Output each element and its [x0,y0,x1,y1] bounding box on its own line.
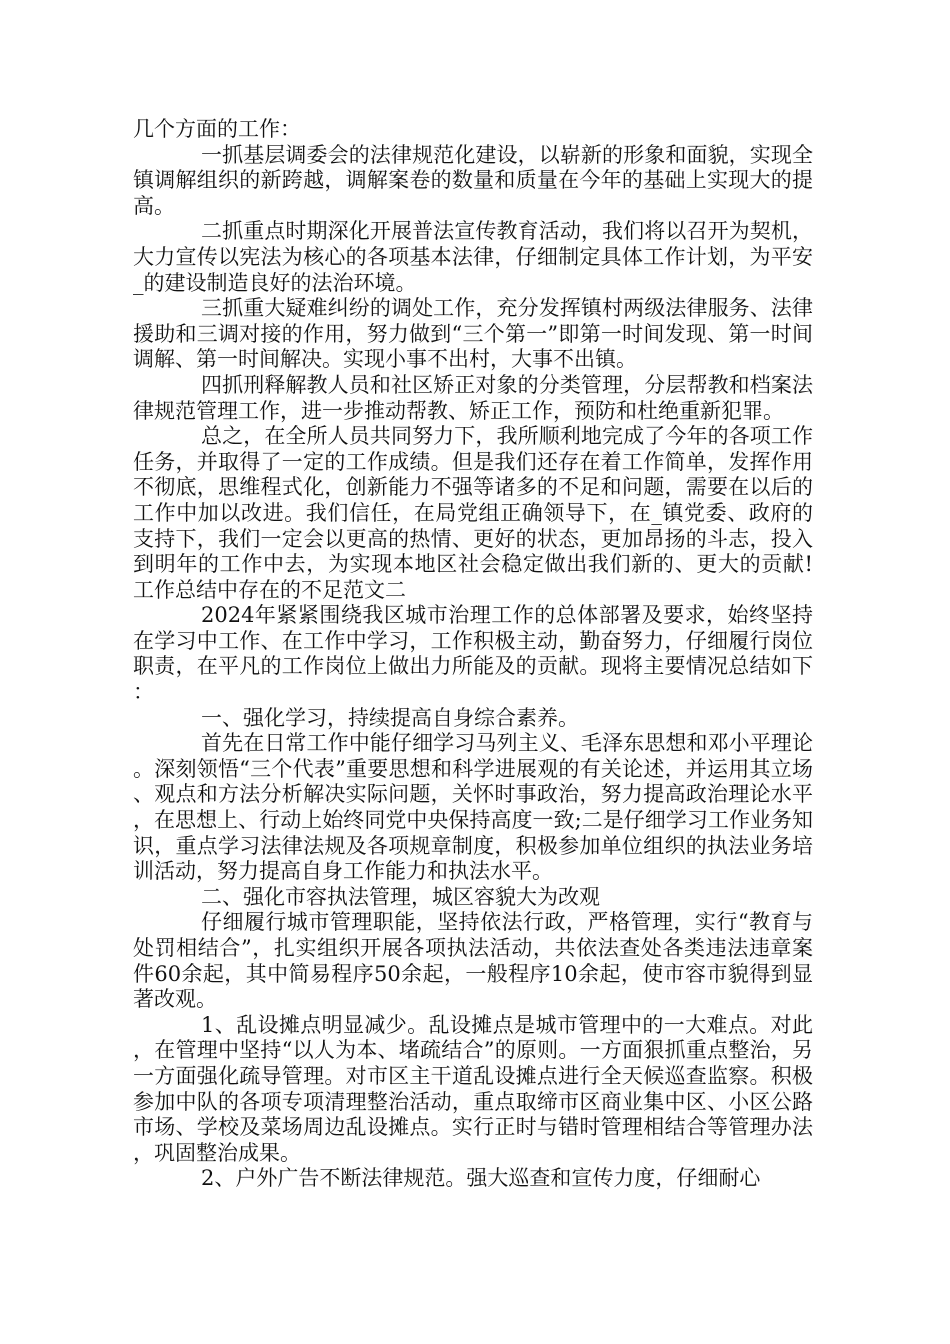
document-paragraph: 一抓基层调委会的法律规范化建设，以崭新的形象和面貌，实现全镇调解组织的新跨越，调解案卷的数量和质量在今年的基础上实现大的提高。 [133,142,813,218]
document-body [133,117,813,1192]
document-paragraph: 三抓重大疑难纠纷的调处工作，充分发挥镇村两级法律服务、法律援助和三调对接的作用，努力做到“三个第一”即第一时间发现、第一时间调解、第一时间解决。实现小事不出村，大事不出镇。 [133,296,813,372]
document-paragraph: 1、乱设摊点明显减少。乱设摊点是城市管理中的一大难点。对此，在管理中坚持“以人为本、堵疏结合”的原则。一方面狠抓重点整治，另一方面强化疏导管理。对市区主干道乱设摊点进行全天候巡查监察。积极参加中队的各项专项清理整治活动，重点取缔市区商业集中区、小区公路市场、学校及菜场周边乱设摊点。实行正时与错时管理相结合等管理办法，巩固整治成果。 [133,1012,813,1165]
document-paragraph: 一、强化学习，持续提高自身综合素养。 [201,705,579,730]
document-paragraph: 仔细履行城市管理职能，坚持依法行政，严格管理，实行“教育与处罚相结合”，扎实组织开展各项执法活动，共依法查处各类违法违章案件60余起，其中简易程序50余起，一般程序10余起，使市容市貌得到显著改观。 [133,910,813,1012]
document-paragraph: 2、户外广告不断法律规范。强大巡查和宣传力度，仔细耐心 [201,1166,761,1191]
document-paragraph: 几个方面的工作： [133,117,301,141]
document-paragraph: 首先在日常工作中能仔细学习马列主义、毛泽东思想和邓小平理论。深刻领悟“三个代表”重要思想和科学进展观的有关论述，并运用其立场、观点和方法分析解决实际问题，关怀时事政治，努力提高政治理论水平，在思想上、行动上始终同党中央保持高度一致;二是仔细学习工作业务知识，重点学习法律法规及各项规章制度，积极参加单位组织的执法业务培训活动，努力提高自身工作能力和执法水平。 [133,731,813,884]
document-paragraph: 总之，在全所人员共同努力下，我所顺利地完成了今年的各项工作任务，并取得了一定的工作成绩。但是我们还存在着工作简单，发挥作用不彻底，思维程式化，创新能力不强等诸多的不足和问题，需要在以后的工作中加以改进。我们信任，在局党组正确领导下，在_镇党委、政府的支持下，我们一定会以更高的热情、更好的状态，更加昂扬的斗志，投入到明年的工作中去，为实现本地区社会稳定做出我们新的、更大的贡献!工作总结中存在的不足范文二 [133,424,813,602]
document-paragraph: 2024年紧紧围绕我区城市治理工作的总体部署及要求，始终坚持在学习中工作、在工作中学习，工作积极主动，勤奋努力，仔细履行岗位职责，在平凡的工作岗位上做出力所能及的贡献。现将主要情况总结如下： [133,603,813,705]
document-paragraph: 二抓重点时期深化开展普法宣传教育活动，我们将以召开为契机，大力宣传以宪法为核心的各项基本法律，仔细制定具体工作计划，为平安_的建设制造良好的法治环境。 [133,219,813,295]
document-paragraph: 四抓刑释解教人员和社区矫正对象的分类管理，分层帮教和档案法律规范管理工作，进一步推动帮教、矫正工作，预防和杜绝重新犯罪。 [133,372,813,423]
document-paragraph: 二、强化市容执法管理，城区容貌大为改观 [201,884,600,909]
